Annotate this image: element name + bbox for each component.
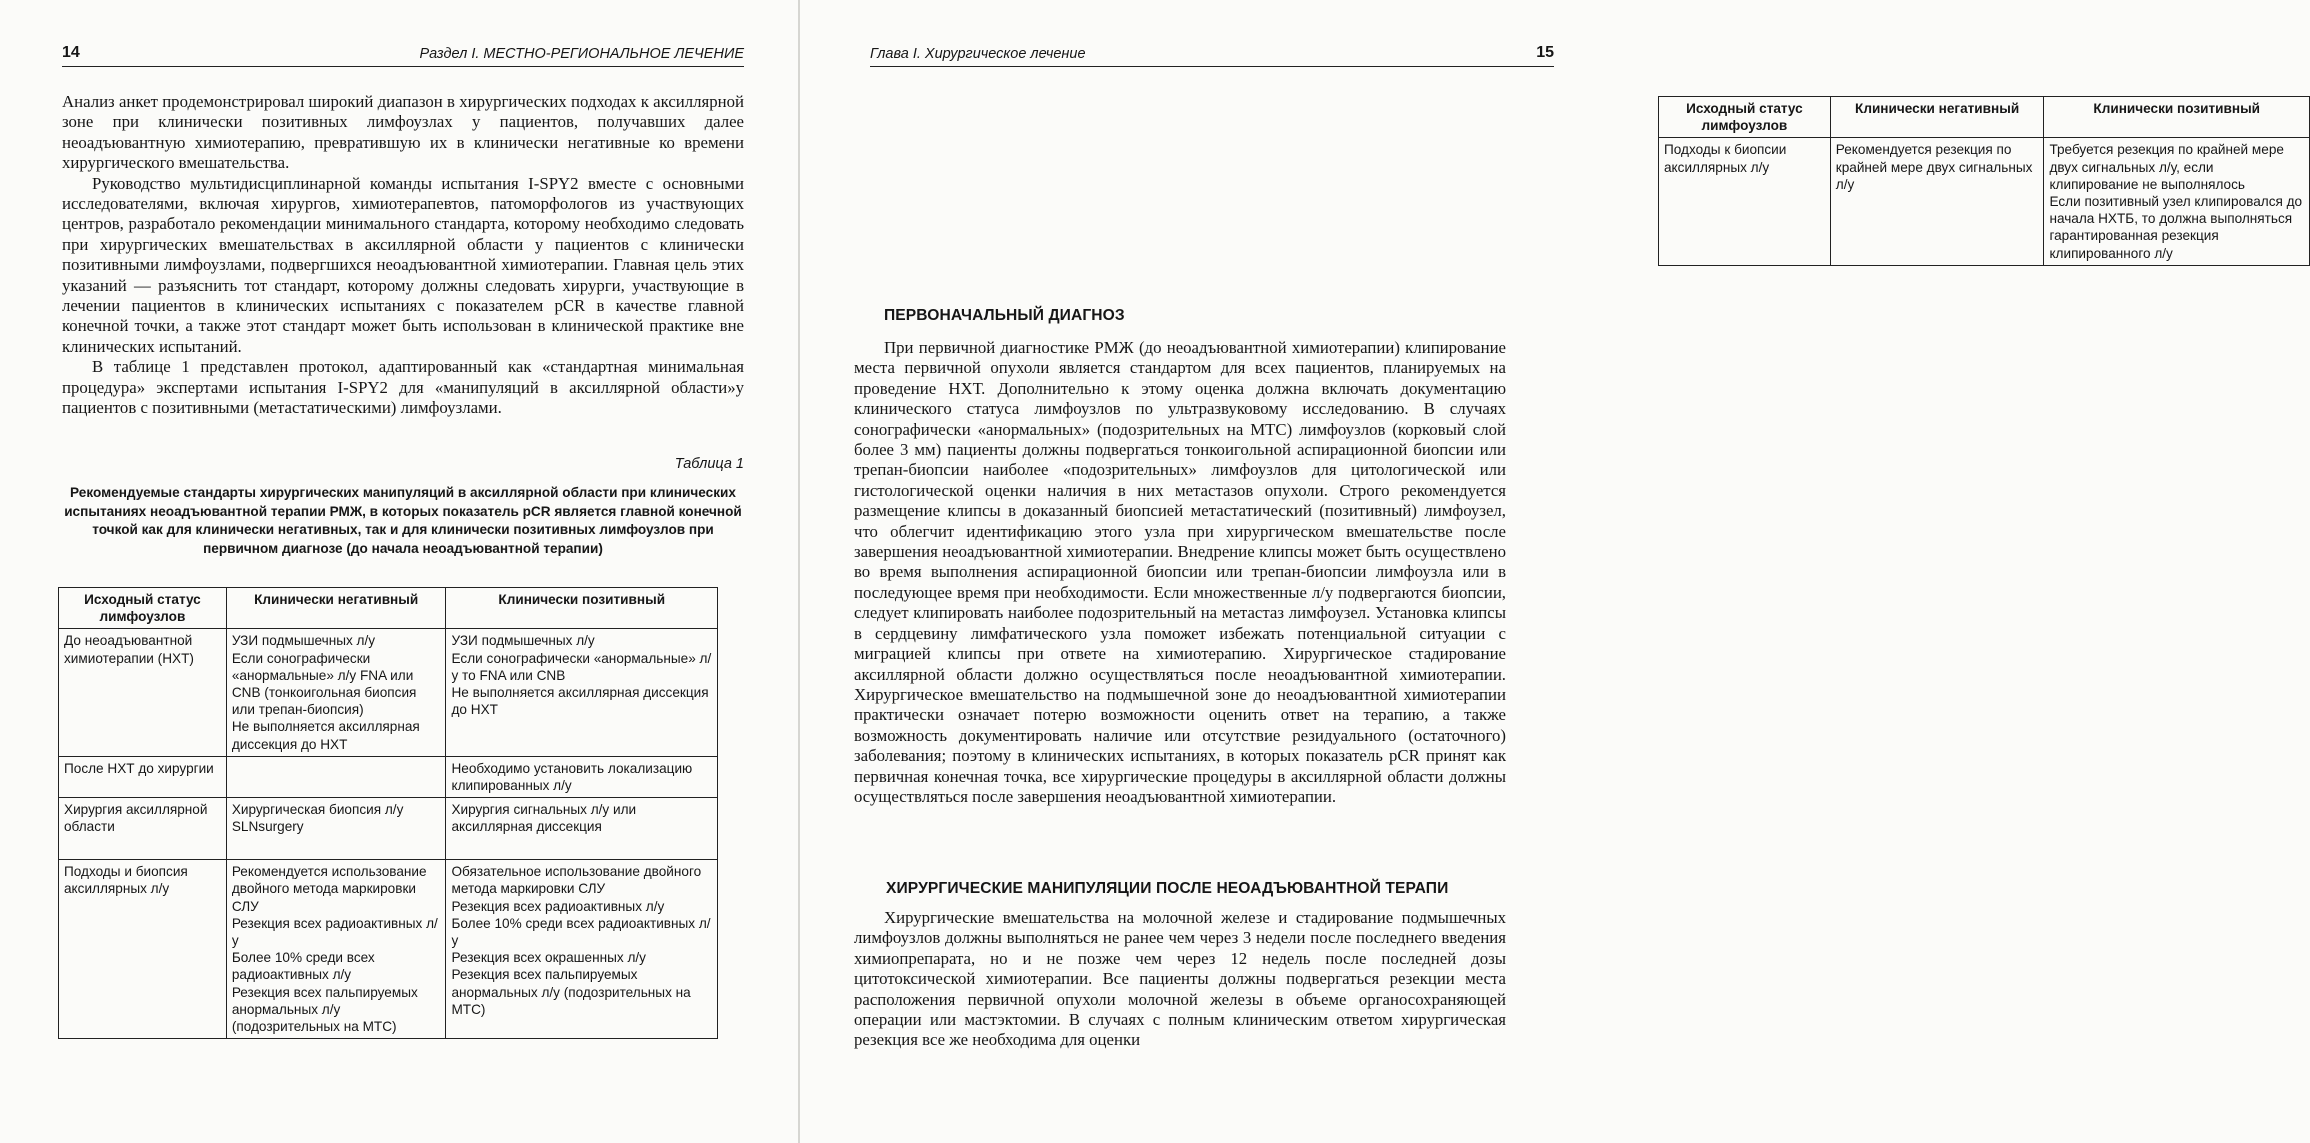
paragraph: Хирургические вмешательства на молочной железе и стадирование подмышечных лимфоузлов должны выполняться не ранее чем через 3 недели после последнего введения химиопрепарата, но и не позже чем через 12 недель после последней дозы цитотоксической химиотерапии. Все пациенты должны подвергаться резекции места расположения первичной опухоли молочной железы в объеме органосохраняющей операции или мастэктомии. В случаях с полным клиническим ответом хирургическая резекция все же необходима для оценки bbox=[854, 908, 1506, 1050]
table-cell: Рекомендуется резекция по крайней мере двух сигнальных л/у bbox=[1830, 138, 2044, 265]
table-header-row bbox=[1659, 97, 2310, 138]
paragraph: Руководство мультидисциплинарной команды испытания I-SPY2 вместе с основными исследователями, включая хирургов, химиотерапевтов, патоморфологов из участвующих центров, разработало рекомендации минимального стандарта, которому необходимо следовать при хирургических вмешательствах в аксиллярной области у пациентов с клинически позитивными лимфоузлами, подвергшихся неоадъювантной химиотерапии. Главная цель этих указаний — разъяснить тот стандарт, которому должны следовать хирурги, участвующие в лечении пациентов в клинических испытаниях с показателем pCR в качестве главной конечной точки, а также этот стандарт может быть использован в клинической практике вне клинических испытаний. bbox=[62, 173, 744, 356]
column-header: Исходный статус лимфоузлов bbox=[59, 588, 227, 629]
table-cell: Хирургическая биопсия л/у SLNsurgery bbox=[226, 798, 446, 860]
table-cell: Подходы и биопсия аксиллярных л/у bbox=[59, 860, 227, 1039]
running-header bbox=[870, 44, 1554, 67]
table-cell bbox=[226, 756, 446, 797]
table-cell: Требуется резекция по крайней мере двух сигнальных л/у, если клипирование не выполнялось Если позитивный узел клипировался до начала НХТБ, то должна выполняться гарантированная резекция клипированного л/у bbox=[2044, 138, 2310, 265]
standards-table-continued bbox=[1658, 96, 2310, 266]
paragraph: Анализ анкет продемонстрировал широкий диапазон в хирургических подходах к аксиллярной зоне при клинически позитивных лимфоузлах у пациентов, получавших далее неоадъювантную химиотерапию, превратившую их в клинически негативные ко времени хирургического вмешательства. bbox=[62, 92, 744, 173]
section-heading: ХИРУРГИЧЕСКИЕ МАНИПУЛЯЦИИ ПОСЛЕ НЕОАДЪЮВАНТНОЙ ТЕРАПИ bbox=[886, 880, 1449, 897]
table-cell: После НХТ до хирургии bbox=[59, 756, 227, 797]
column-header: Исходный статус лимфоузлов bbox=[1659, 97, 1831, 138]
running-title: Глава I. Хирургическое лечение bbox=[870, 46, 1086, 62]
left-page bbox=[0, 0, 796, 1143]
table-row bbox=[59, 860, 718, 1039]
paragraph: В таблице 1 представлен протокол, адаптированный как «стандартная минимальная процедура» экспертами испытания I-SPY2 для «манипуляций в аксиллярной области»у пациентов с позитивными (метастатическими) лимфоузлами. bbox=[62, 357, 744, 418]
standards-table bbox=[58, 587, 718, 1039]
column-header: Клинически негативный bbox=[226, 588, 446, 629]
running-header bbox=[62, 44, 744, 67]
page-number: 14 bbox=[62, 44, 80, 61]
table-row bbox=[59, 629, 718, 756]
body-text bbox=[62, 92, 744, 419]
table-cell: Рекомендуется использование двойного метода маркировки СЛУ Резекция всех радиоактивных л/у Более 10% среди всех радиоактивных л/у Резекция всех пальпируемых анормальных л/у (подозрительных на МТС) bbox=[226, 860, 446, 1039]
column-header: Клинически позитивный bbox=[2044, 97, 2310, 138]
table-caption: Рекомендуемые стандарты хирургических манипуляций в аксиллярной области при клинических испытаниях неоадъювантной терапии РМЖ, в которых показатель pCR является главной конечной точкой как для клинически негативных, так и для клинически позитивных лимфоузлов при первичном диагнозе (до начала неоадъювантной терапии) bbox=[64, 485, 742, 556]
table-cell: УЗИ подмышечных л/у Если сонографически «анормальные» л/у то FNA или CNB Не выполняется аксиллярная диссекция до НХТ bbox=[446, 629, 718, 756]
table-row bbox=[59, 798, 718, 860]
table-cell: Обязательное использование двойного метода маркировки СЛУ Резекция всех радиоактивных л/у Более 10% среди всех радиоактивных л/у Резекция всех окрашенных л/у Резекция всех пальпируемых анормальных л/у (подозрительных на МТС) bbox=[446, 860, 718, 1039]
table-row bbox=[59, 756, 718, 797]
column-header: Клинически позитивный bbox=[446, 588, 718, 629]
table-label: Таблица 1 bbox=[674, 456, 744, 472]
running-title: Раздел I. МЕСТНО-РЕГИОНАЛЬНОЕ ЛЕЧЕНИЕ bbox=[419, 46, 744, 62]
page-gutter bbox=[798, 0, 800, 1143]
table-cell: Подходы к биопсии аксиллярных л/у bbox=[1659, 138, 1831, 265]
table-cell: УЗИ подмышечных л/у Если сонографически «анормальные» л/у FNA или CNB (тонкоигольная биопсия или трепан-биопсия) Не выполняется аксиллярная диссекция до НХТ bbox=[226, 629, 446, 756]
section-body bbox=[854, 908, 1506, 1051]
paragraph: При первичной диагностике РМЖ (до неоадъювантной химиотерапии) клипирование места первичной опухоли является стандартом для всех пациентов, планируемых на проведение НХТ. Дополнительно к этому оценка должна включать документацию клинического статуса лимфоузлов по ультразвуковому исследованию. В случаях сонографически «анормальных» (подозрительных на МТС) лимфоузлов (корковый слой более 3 мм) пациенты должны подвергаться тонкоигольной аспирационной биопсии или трепан-биопсии наиболее «подозрительных» лимфоузлов для цитологической или гистологической оценки наличия в них метастазов опухоли. Строго рекомендуется размещение клипсы в доказанный биопсией метастатический (позитивный) лимфоузел, что облегчит идентификацию этого узла при хирургическом вмешательстве после завершения неоадъювантной химиотерапии. Внедрение клипсы может быть осуществлено во время выполнения аспирационной биопсии или трепан-биопсии лимфоузла или в последующее время при необходимости. Если множественные л/у подвергаются биопсии, следует клипировать наиболее подозрительный на метастаз лимфоузел. Установка клипсы в сердцевину лимфатического узла поможет избежать потенциальной ситуации с миграцией клипсы при ответе на химиотерапию. Хирургическое стадирование аксиллярной области должно осуществляться после неоадъювантной химиотерапии. Хирургическое вмешательство на подмышечной зоне до неоадъювантной химиотерапии практически означает потерю возможности оценить ответ на терапию, а также возможность документировать наличие или отсутствие резидуального (остаточного) заболевания; поэтому в клинических испытаниях, в которых показатель pCR принят как первичная конечная точка, все хирургические процедуры в аксиллярной области должны осуществляться после завершения неоадъювантной химиотерапии. bbox=[854, 338, 1506, 806]
table-row bbox=[1659, 138, 2310, 265]
table-cell: Хирургия аксиллярной области bbox=[59, 798, 227, 860]
table-cell: Хирургия сигнальных л/у или аксиллярная диссекция bbox=[446, 798, 718, 860]
table-cell: Необходимо установить локализацию клипированных л/у bbox=[446, 756, 718, 797]
section-body bbox=[854, 338, 1506, 807]
column-header: Клинически негативный bbox=[1830, 97, 2044, 138]
page-number: 15 bbox=[1536, 44, 1554, 61]
table-header-row bbox=[59, 588, 718, 629]
section-heading: ПЕРВОНАЧАЛЬНЫЙ ДИАГНОЗ bbox=[884, 307, 1125, 324]
table-cell: До неоадъювантной химиотерапии (НХТ) bbox=[59, 629, 227, 756]
